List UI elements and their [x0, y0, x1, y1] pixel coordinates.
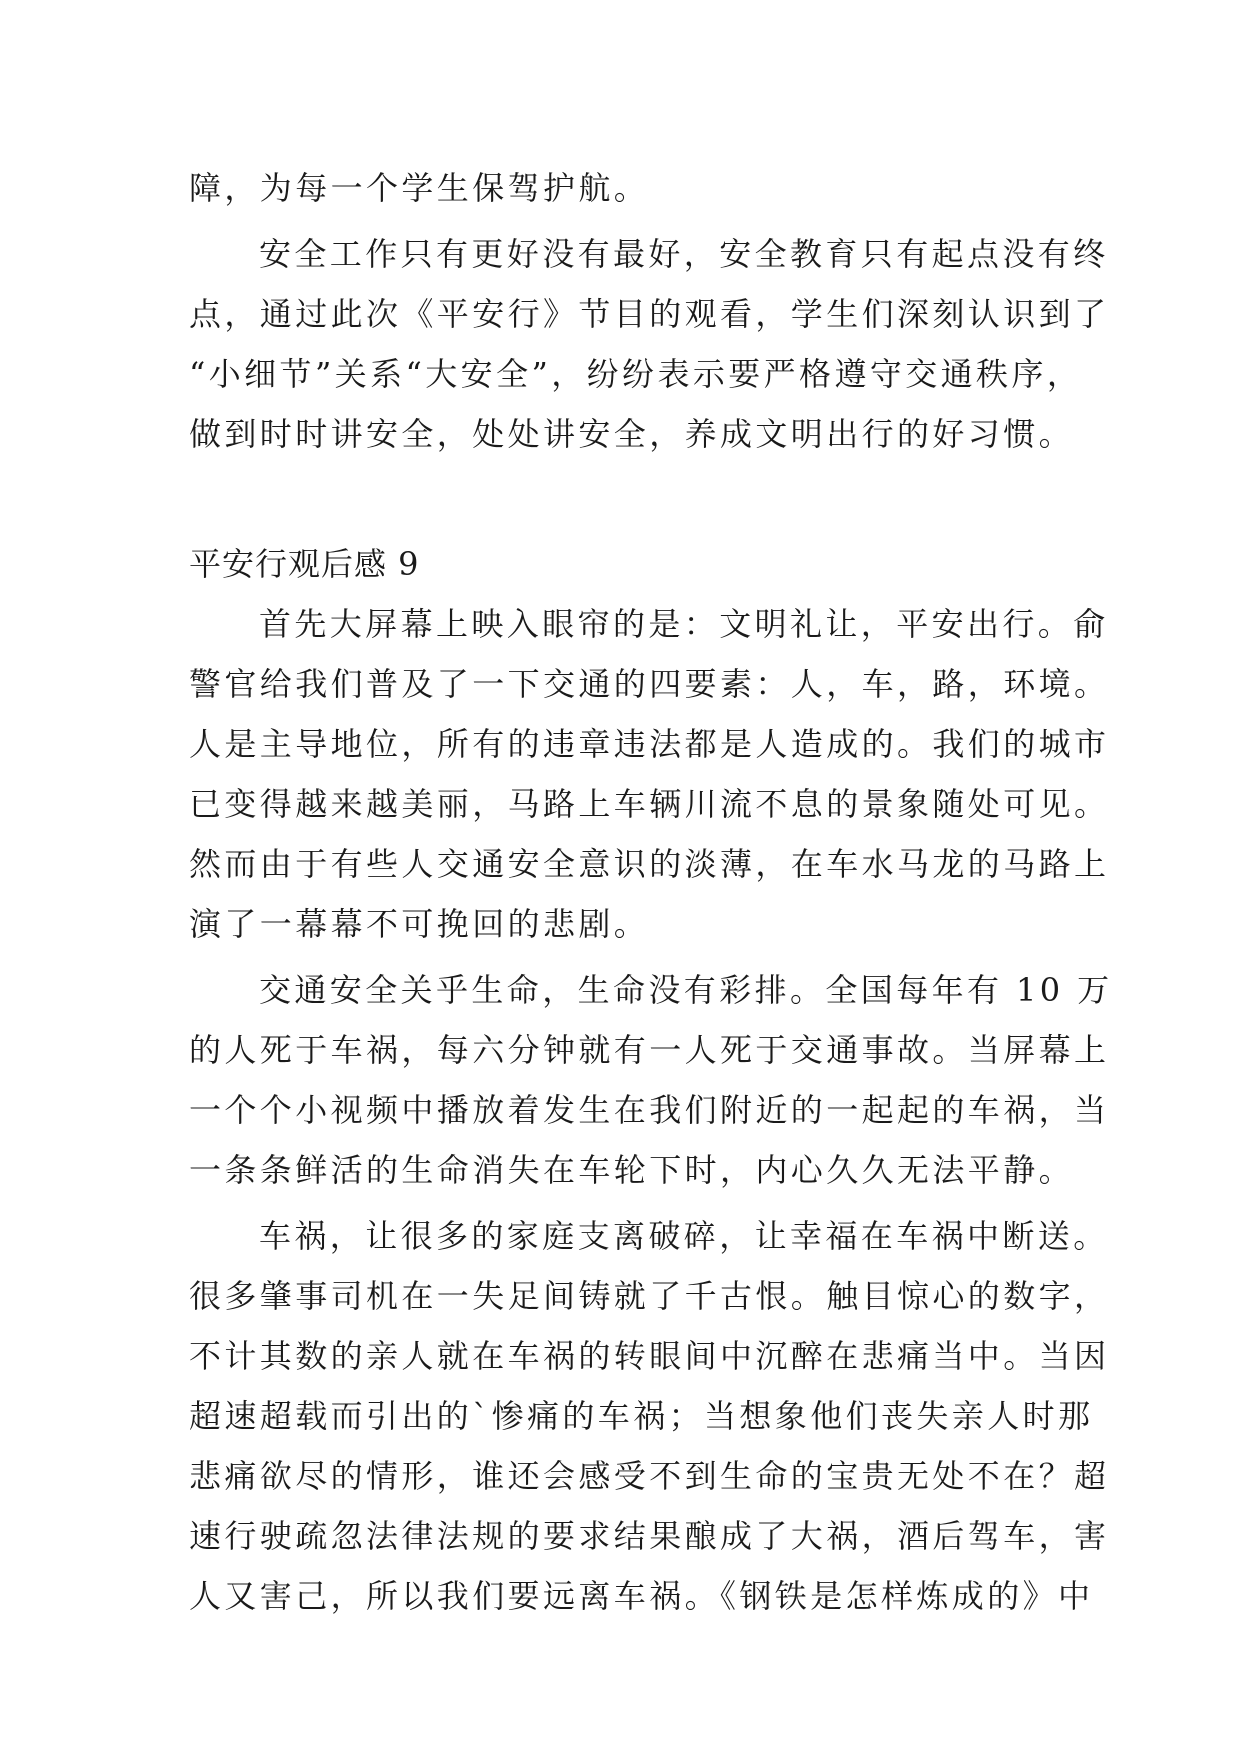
text-line: 交通安全关乎生命，生命没有彩排。全国每年有 10 万	[259, 971, 1113, 1009]
text-line: 速行驶疏忽法律法规的要求结果酿成了大祸，酒后驾车，害	[189, 1517, 1110, 1555]
text-line: “小细节”关系“大安全”，纷纷表示要严格遵守交通秩序，	[189, 355, 1083, 393]
section-heading: 平安行观后感 9	[189, 545, 420, 583]
paragraph-car-accidents	[189, 1206, 1110, 1626]
text-line: 警官给我们普及了一下交通的四要素：人，车，路，环境。	[189, 665, 1110, 703]
text-line: 一个个小视频中播放着发生在我们附近的一起起的车祸，当	[189, 1091, 1110, 1129]
text-line: 一条条鲜活的生命消失在车轮下时，内心久久无法平静。	[189, 1151, 1075, 1189]
text-line: 演了一幕幕不可挽回的悲剧。	[189, 905, 650, 943]
text-line: 人是主导地位，所有的违章违法都是人造成的。我们的城市	[189, 725, 1110, 763]
text-line: 悲痛欲尽的情形，谁还会感受不到生命的宝贵无处不在？超	[189, 1457, 1110, 1495]
text-line: 然而由于有些人交通安全意识的淡薄，在车水马龙的马路上	[189, 845, 1110, 883]
text-line: 点，通过此次《平安行》节目的观看，学生们深刻认识到了	[189, 295, 1110, 333]
text-line: 已变得越来越美丽，马路上车辆川流不息的景象随处可见。	[189, 785, 1110, 823]
text-line: 做到时时讲安全，处处讲安全，养成文明出行的好习惯。	[189, 415, 1075, 453]
text-line: 车祸，让很多的家庭支离破碎，让幸福在车祸中断送。	[259, 1217, 1109, 1255]
text-line: 超速超载而引出的`惨痛的车祸；当想象他们丧失亲人时那	[189, 1397, 1094, 1435]
paragraph-continuation	[189, 158, 1059, 218]
paragraph-big-screen	[189, 594, 1110, 954]
text-line: 障，为每一个学生保驾护航。	[189, 169, 650, 207]
text-line: 很多肇事司机在一失足间铸就了千古恨。触目惊心的数字，	[189, 1277, 1110, 1315]
document-body	[189, 158, 1113, 1626]
paragraph-safety-work	[189, 224, 1110, 464]
text-line: 人又害己，所以我们要远离车祸。《钢铁是怎样炼成的》中	[189, 1577, 1094, 1615]
text-line: 的人死于车祸，每六分钟就有一人死于交通事故。当屏幕上	[189, 1031, 1110, 1069]
text-line: 安全工作只有更好没有最好，安全教育只有起点没有终	[259, 235, 1109, 273]
paragraph-traffic-safety	[189, 960, 1113, 1200]
text-line: 不计其数的亲人就在车祸的转眼间中沉醉在悲痛当中。当因	[189, 1337, 1110, 1375]
text-line: 首先大屏幕上映入眼帘的是：文明礼让，平安出行。俞	[259, 605, 1109, 643]
